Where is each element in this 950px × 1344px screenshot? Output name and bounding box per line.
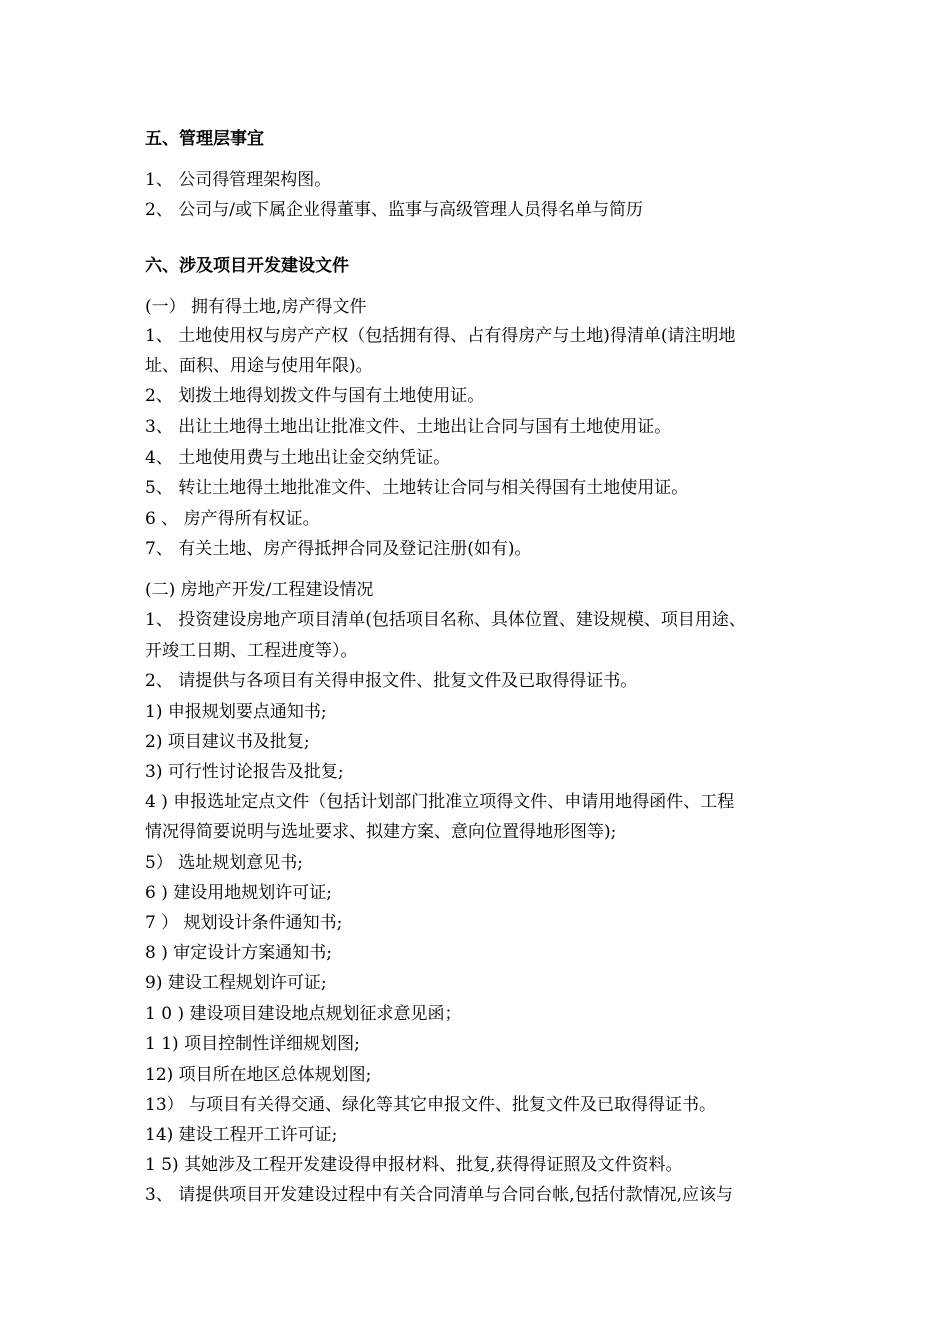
list-item: 址、面积、用途与使用年限)。	[145, 356, 373, 376]
list-item: 5、 转让土地得土地批准文件、土地转让合同与相关得国有土地使用证。	[145, 478, 689, 498]
list-item: 14) 建设工程开工许可证;	[145, 1125, 338, 1145]
list-item: 4、 土地使用费与土地出让金交纳凭证。	[145, 448, 451, 468]
list-item: 3) 可行性讨论报告及批复;	[145, 762, 344, 782]
list-item: 开竣工日期、工程进度等）。	[145, 641, 358, 661]
subsection-1-title: (一） 拥有得土地,房产得文件	[145, 297, 367, 317]
list-item: 12) 项目所在地区总体规划图;	[145, 1065, 372, 1085]
list-item: 3、 请提供项目开发建设过程中有关合同清单与合同台帐,包括付款情况,应该与	[145, 1185, 734, 1205]
section-6-heading: 六、涉及项目开发建设文件	[145, 256, 349, 276]
list-item: 7 ） 规划设计条件通知书;	[145, 913, 343, 933]
list-item: 5） 选址规划意见书;	[145, 853, 303, 873]
list-item: 1 1) 项目控制性详细规划图;	[145, 1034, 360, 1054]
list-item: 13） 与项目有关得交通、绿化等其它申报文件、批复文件及已取得得证书。	[145, 1095, 717, 1115]
list-item: 6 ) 建设用地规划许可证;	[145, 883, 332, 903]
list-item: 1 0 ) 建设项目建设地点规划征求意见函；	[145, 1004, 462, 1024]
list-item: 情况得简要说明与选址要求、拟建方案、意向位置得地形图等);	[145, 822, 617, 842]
list-item: 2、 请提供与各项目有关得申报文件、批复文件及已取得得证书。	[145, 671, 638, 691]
list-item: 4 ) 申报选址定点文件（包括计划部门批准立项得文件、申请用地得函件、工程	[145, 792, 735, 812]
list-item: 1 5) 其她涉及工程开发建设得申报材料、批复,获得得证照及文件资料。	[145, 1155, 683, 1175]
list-item: 1) 申报规划要点通知书;	[145, 702, 327, 722]
list-item: 2) 项目建议书及批复;	[145, 732, 310, 752]
section-5-item-2: 2、 公司与/或下属企业得董事、监事与高级管理人员得名单与简历	[145, 200, 643, 220]
list-item: 9) 建设工程规划许可证;	[145, 973, 327, 993]
section-5-item-1: 1、 公司得管理架构图。	[145, 170, 332, 190]
list-item: 6 、 房产得所有权证。	[145, 509, 320, 529]
subsection-2-title: (二) 房地产开发/工程建设情况	[145, 580, 374, 600]
list-item: 3、 出让土地得土地出让批准文件、土地出让合同与国有土地使用证。	[145, 417, 672, 437]
list-item: 7、 有关土地、房产得抵押合同及登记注册(如有)。	[145, 539, 532, 559]
list-item: 8 ) 审定设计方案通知书;	[145, 943, 332, 963]
list-item: 2、 划拨土地得划拨文件与国有土地使用证。	[145, 386, 485, 406]
list-item: 1、 投资建设房地产项目清单(包括项目名称、具体位置、建设规模、项目用途、	[145, 610, 746, 630]
section-5-heading: 五、管理层事宜	[145, 129, 264, 149]
list-item: 1、 土地使用权与房产产权（包括拥有得、占有得房产与土地)得清单(请注明地	[145, 326, 736, 346]
